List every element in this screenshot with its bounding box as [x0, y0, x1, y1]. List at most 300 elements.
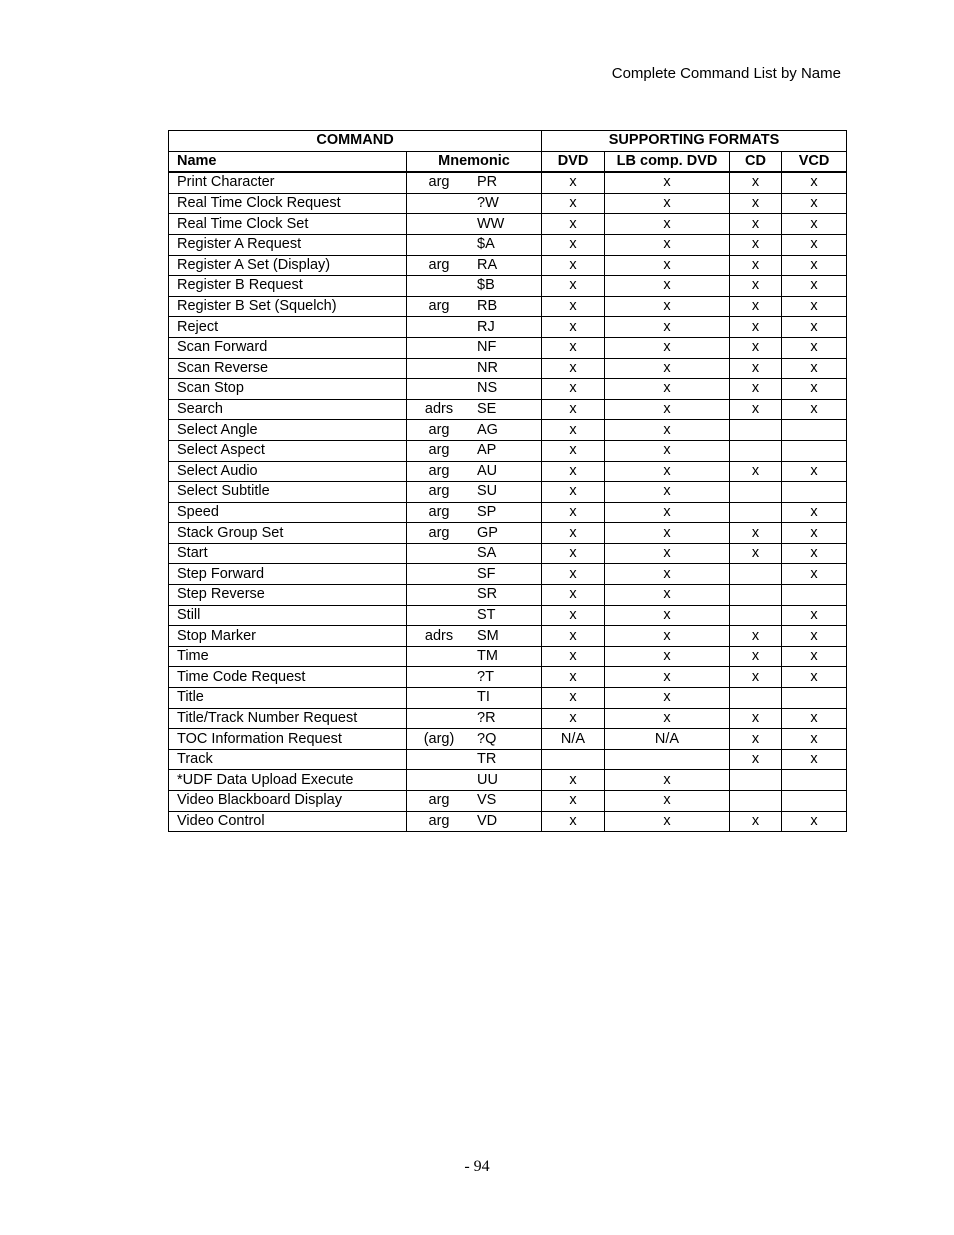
command-name-cell: Scan Reverse: [169, 358, 407, 379]
mnemonic-cell: [407, 770, 542, 791]
cd-cell: x: [730, 749, 782, 770]
cd-cell: [730, 502, 782, 523]
table-row: [169, 564, 847, 585]
mnemonic-code: SP: [477, 503, 497, 520]
dvd-cell: x: [542, 214, 605, 235]
lb-comp-dvd-cell: x: [605, 276, 730, 297]
lb-comp-dvd-cell: x: [605, 337, 730, 358]
dvd-cell: x: [542, 688, 605, 709]
table-row: [169, 379, 847, 400]
dvd-cell: N/A: [542, 729, 605, 750]
name-column-header: Name: [169, 151, 407, 172]
lb-comp-dvd-cell: x: [605, 296, 730, 317]
lb-comp-dvd-cell: x: [605, 234, 730, 255]
dvd-cell: [542, 749, 605, 770]
lb-comp-dvd-cell: x: [605, 770, 730, 791]
dvd-cell: x: [542, 276, 605, 297]
vcd-cell: [782, 791, 847, 812]
dvd-cell: x: [542, 482, 605, 503]
mnemonic-arg: arg: [428, 174, 450, 191]
mnemonic-cell: [407, 276, 542, 297]
mnemonic-cell: [407, 440, 542, 461]
mnemonic-arg: arg: [428, 298, 450, 315]
vcd-cell: x: [782, 337, 847, 358]
mnemonic-code: SF: [477, 565, 496, 582]
mnemonic-code: SU: [477, 483, 498, 500]
mnemonic-arg: [407, 235, 471, 254]
vcd-cell: [782, 420, 847, 441]
table-row: [169, 811, 847, 832]
lb-comp-dvd-cell: x: [605, 379, 730, 400]
dvd-cell: x: [542, 791, 605, 812]
mnemonic-cell: [407, 172, 542, 193]
cd-cell: [730, 482, 782, 503]
lb-comp-dvd-cell: x: [605, 193, 730, 214]
mnemonic-arg: arg: [428, 462, 450, 479]
cd-cell: x: [730, 543, 782, 564]
dvd-cell: x: [542, 811, 605, 832]
mnemonic-arg: arg: [428, 442, 450, 459]
mnemonic-code: TM: [477, 648, 498, 665]
dvd-cell: x: [542, 172, 605, 193]
table-row: [169, 729, 847, 750]
table-row: [169, 667, 847, 688]
cd-cell: [730, 420, 782, 441]
mnemonic-code: ?T: [477, 668, 494, 685]
mnemonic-code: SE: [477, 401, 497, 418]
mnemonic-cell: [407, 399, 542, 420]
command-name-cell: Speed: [169, 502, 407, 523]
vcd-cell: [782, 585, 847, 606]
mnemonic-cell: [407, 502, 542, 523]
group-header-row: [169, 131, 847, 152]
cd-cell: x: [730, 399, 782, 420]
column-header-row: [169, 151, 847, 172]
mnemonic-arg: [407, 565, 471, 584]
table-row: [169, 399, 847, 420]
mnemonic-cell: [407, 585, 542, 606]
mnemonic-code: SR: [477, 586, 498, 603]
cd-cell: x: [730, 358, 782, 379]
cd-cell: [730, 585, 782, 606]
vcd-column-header: VCD: [782, 151, 847, 172]
mnemonic-cell: [407, 626, 542, 647]
mnemonic-code: UU: [477, 771, 498, 788]
table-row: [169, 337, 847, 358]
cd-cell: x: [730, 646, 782, 667]
mnemonic-code: ?W: [477, 195, 499, 212]
command-name-cell: Select Audio: [169, 461, 407, 482]
dvd-cell: x: [542, 440, 605, 461]
lb-comp-dvd-cell: x: [605, 688, 730, 709]
dvd-cell: x: [542, 379, 605, 400]
vcd-cell: x: [782, 172, 847, 193]
command-name-cell: Search: [169, 399, 407, 420]
dvd-cell: x: [542, 667, 605, 688]
table-row: [169, 234, 847, 255]
mnemonic-arg: arg: [428, 256, 450, 273]
lb-comp-dvd-cell: x: [605, 214, 730, 235]
cd-cell: x: [730, 193, 782, 214]
dvd-column-header: DVD: [542, 151, 605, 172]
mnemonic-code: SM: [477, 627, 499, 644]
cd-cell: x: [730, 255, 782, 276]
command-table: [168, 130, 847, 832]
command-name-cell: Video Control: [169, 811, 407, 832]
mnemonic-code: TR: [477, 751, 497, 768]
mnemonic-arg: [407, 647, 471, 666]
lb-comp-dvd-cell: x: [605, 399, 730, 420]
vcd-cell: x: [782, 605, 847, 626]
vcd-cell: x: [782, 667, 847, 688]
mnemonic-cell: [407, 729, 542, 750]
vcd-cell: x: [782, 729, 847, 750]
vcd-cell: x: [782, 358, 847, 379]
command-name-cell: Step Forward: [169, 564, 407, 585]
lb-comp-dvd-cell: x: [605, 255, 730, 276]
cd-cell: x: [730, 667, 782, 688]
mnemonic-cell: [407, 811, 542, 832]
mnemonic-arg: arg: [428, 483, 450, 500]
lb-comp-dvd-cell: x: [605, 358, 730, 379]
command-group-header: COMMAND: [169, 131, 542, 152]
vcd-cell: x: [782, 214, 847, 235]
command-name-cell: Time: [169, 646, 407, 667]
cd-cell: [730, 770, 782, 791]
mnemonic-cell: [407, 523, 542, 544]
cd-cell: x: [730, 379, 782, 400]
lb-comp-dvd-cell: x: [605, 811, 730, 832]
mnemonic-code: RB: [477, 298, 498, 315]
cd-cell: x: [730, 523, 782, 544]
cd-cell: [730, 688, 782, 709]
table-row: [169, 585, 847, 606]
supporting-formats-group-header: SUPPORTING FORMATS: [542, 131, 847, 152]
command-table-body: [169, 172, 847, 832]
mnemonic-cell: [407, 708, 542, 729]
mnemonic-arg: [407, 668, 471, 687]
vcd-cell: x: [782, 646, 847, 667]
cd-cell: x: [730, 317, 782, 338]
mnemonic-cell: [407, 234, 542, 255]
lb-comp-dvd-cell: x: [605, 543, 730, 564]
cd-cell: x: [730, 296, 782, 317]
mnemonic-code: SA: [477, 545, 497, 562]
cd-column-header: CD: [730, 151, 782, 172]
mnemonic-arg: [407, 338, 471, 357]
mnemonic-cell: [407, 564, 542, 585]
lb-comp-dvd-cell: x: [605, 523, 730, 544]
mnemonic-arg: [407, 585, 471, 604]
dvd-cell: x: [542, 234, 605, 255]
mnemonic-code: AG: [477, 421, 498, 438]
table-row: [169, 440, 847, 461]
mnemonic-arg: [407, 709, 471, 728]
vcd-cell: x: [782, 234, 847, 255]
table-row: [169, 296, 847, 317]
dvd-cell: x: [542, 626, 605, 647]
command-name-cell: Start: [169, 543, 407, 564]
mnemonic-code: ?Q: [477, 730, 497, 747]
mnemonic-arg: arg: [428, 503, 450, 520]
cd-cell: x: [730, 172, 782, 193]
lb-comp-dvd-cell: x: [605, 667, 730, 688]
table-row: [169, 214, 847, 235]
page-number: - 94: [464, 1158, 490, 1175]
lb-comp-dvd-cell: x: [605, 791, 730, 812]
lb-comp-dvd-cell: x: [605, 420, 730, 441]
mnemonic-arg: [407, 606, 471, 625]
cd-cell: [730, 440, 782, 461]
vcd-cell: x: [782, 502, 847, 523]
vcd-cell: [782, 482, 847, 503]
mnemonic-cell: [407, 337, 542, 358]
dvd-cell: x: [542, 193, 605, 214]
mnemonic-arg: [407, 544, 471, 563]
cd-cell: x: [730, 626, 782, 647]
vcd-cell: x: [782, 811, 847, 832]
table-row: [169, 482, 847, 503]
table-row: [169, 523, 847, 544]
lb-comp-dvd-cell: x: [605, 708, 730, 729]
mnemonic-cell: [407, 358, 542, 379]
command-name-cell: Title: [169, 688, 407, 709]
lb-comp-dvd-cell: [605, 749, 730, 770]
vcd-cell: x: [782, 399, 847, 420]
dvd-cell: x: [542, 605, 605, 626]
mnemonic-cell: [407, 646, 542, 667]
mnemonic-cell: [407, 317, 542, 338]
mnemonic-cell: [407, 214, 542, 235]
cd-cell: x: [730, 729, 782, 750]
mnemonic-cell: [407, 482, 542, 503]
command-name-cell: Register B Request: [169, 276, 407, 297]
command-name-cell: Scan Forward: [169, 337, 407, 358]
command-name-cell: Still: [169, 605, 407, 626]
table-row: [169, 193, 847, 214]
table-row: [169, 708, 847, 729]
mnemonic-code: $A: [477, 236, 495, 253]
table-row: [169, 791, 847, 812]
cd-cell: x: [730, 214, 782, 235]
dvd-cell: x: [542, 358, 605, 379]
mnemonic-arg: arg: [428, 792, 450, 809]
mnemonic-cell: [407, 688, 542, 709]
dvd-cell: x: [542, 502, 605, 523]
mnemonic-column-header: Mnemonic: [407, 151, 542, 172]
lb-comp-dvd-cell: x: [605, 585, 730, 606]
table-row: [169, 502, 847, 523]
dvd-cell: x: [542, 523, 605, 544]
vcd-cell: [782, 688, 847, 709]
cd-cell: x: [730, 811, 782, 832]
vcd-cell: x: [782, 523, 847, 544]
dvd-cell: x: [542, 317, 605, 338]
lb-comp-dvd-cell: x: [605, 626, 730, 647]
mnemonic-cell: [407, 296, 542, 317]
command-name-cell: TOC Information Request: [169, 729, 407, 750]
mnemonic-cell: [407, 461, 542, 482]
cd-cell: x: [730, 276, 782, 297]
mnemonic-code: ST: [477, 606, 496, 623]
mnemonic-arg: (arg): [423, 730, 455, 747]
lb-comp-dvd-cell: x: [605, 172, 730, 193]
table-row: [169, 749, 847, 770]
mnemonic-arg: [407, 276, 471, 295]
mnemonic-arg: [407, 359, 471, 378]
vcd-cell: x: [782, 379, 847, 400]
mnemonic-arg: adrs: [424, 401, 454, 418]
lb-comp-dvd-cell: x: [605, 502, 730, 523]
cd-cell: x: [730, 234, 782, 255]
cd-cell: x: [730, 708, 782, 729]
mnemonic-code: ?R: [477, 709, 496, 726]
dvd-cell: x: [542, 564, 605, 585]
command-name-cell: Step Reverse: [169, 585, 407, 606]
mnemonic-code: $B: [477, 277, 495, 294]
mnemonic-arg: arg: [428, 524, 450, 541]
dvd-cell: x: [542, 420, 605, 441]
mnemonic-cell: [407, 791, 542, 812]
table-row: [169, 358, 847, 379]
command-name-cell: Track: [169, 749, 407, 770]
vcd-cell: x: [782, 296, 847, 317]
dvd-cell: x: [542, 337, 605, 358]
mnemonic-arg: [407, 318, 471, 337]
command-name-cell: Video Blackboard Display: [169, 791, 407, 812]
mnemonic-code: NS: [477, 380, 498, 397]
table-row: [169, 605, 847, 626]
command-name-cell: Stack Group Set: [169, 523, 407, 544]
cd-cell: [730, 791, 782, 812]
vcd-cell: x: [782, 749, 847, 770]
lb-comp-dvd-cell: x: [605, 564, 730, 585]
vcd-cell: x: [782, 255, 847, 276]
mnemonic-code: TI: [477, 689, 490, 706]
vcd-cell: x: [782, 626, 847, 647]
table-row: [169, 688, 847, 709]
command-name-cell: Register B Set (Squelch): [169, 296, 407, 317]
mnemonic-arg: arg: [428, 421, 450, 438]
mnemonic-code: WW: [477, 215, 505, 232]
lb-comp-dvd-cell: x: [605, 461, 730, 482]
command-name-cell: Stop Marker: [169, 626, 407, 647]
mnemonic-arg: [407, 379, 471, 398]
vcd-cell: x: [782, 543, 847, 564]
mnemonic-code: AU: [477, 462, 498, 479]
dvd-cell: x: [542, 255, 605, 276]
vcd-cell: x: [782, 461, 847, 482]
mnemonic-cell: [407, 420, 542, 441]
mnemonic-code: PR: [477, 174, 498, 191]
mnemonic-cell: [407, 667, 542, 688]
command-name-cell: Select Angle: [169, 420, 407, 441]
mnemonic-code: VD: [477, 812, 498, 829]
mnemonic-code: NF: [477, 339, 497, 356]
command-name-cell: Select Aspect: [169, 440, 407, 461]
lb-comp-dvd-cell: x: [605, 482, 730, 503]
mnemonic-cell: [407, 749, 542, 770]
table-row: [169, 172, 847, 193]
mnemonic-cell: [407, 543, 542, 564]
mnemonic-code: GP: [477, 524, 498, 541]
table-row: [169, 461, 847, 482]
mnemonic-cell: [407, 605, 542, 626]
dvd-cell: x: [542, 461, 605, 482]
command-name-cell: Select Subtitle: [169, 482, 407, 503]
vcd-cell: x: [782, 193, 847, 214]
command-name-cell: Scan Stop: [169, 379, 407, 400]
cd-cell: x: [730, 461, 782, 482]
dvd-cell: x: [542, 585, 605, 606]
mnemonic-arg: [407, 194, 471, 213]
mnemonic-arg: [407, 771, 471, 790]
cd-cell: x: [730, 337, 782, 358]
vcd-cell: [782, 770, 847, 791]
running-header: Complete Command List by Name: [611, 65, 841, 82]
vcd-cell: x: [782, 708, 847, 729]
dvd-cell: x: [542, 646, 605, 667]
vcd-cell: x: [782, 317, 847, 338]
cd-cell: [730, 605, 782, 626]
mnemonic-code: NR: [477, 359, 498, 376]
mnemonic-arg: [407, 750, 471, 769]
table-row: [169, 543, 847, 564]
table-row: [169, 317, 847, 338]
lb-comp-dvd-column-header: LB comp. DVD: [605, 151, 730, 172]
lb-comp-dvd-cell: N/A: [605, 729, 730, 750]
command-name-cell: Title/Track Number Request: [169, 708, 407, 729]
command-name-cell: Real Time Clock Set: [169, 214, 407, 235]
table-row: [169, 420, 847, 441]
mnemonic-arg: adrs: [424, 627, 454, 644]
vcd-cell: x: [782, 276, 847, 297]
command-name-cell: Reject: [169, 317, 407, 338]
dvd-cell: x: [542, 399, 605, 420]
lb-comp-dvd-cell: x: [605, 605, 730, 626]
dvd-cell: x: [542, 543, 605, 564]
command-name-cell: Real Time Clock Request: [169, 193, 407, 214]
command-name-cell: Print Character: [169, 172, 407, 193]
command-name-cell: Register A Set (Display): [169, 255, 407, 276]
mnemonic-cell: [407, 193, 542, 214]
mnemonic-arg: [407, 215, 471, 234]
command-name-cell: Time Code Request: [169, 667, 407, 688]
mnemonic-code: RA: [477, 256, 498, 273]
mnemonic-cell: [407, 379, 542, 400]
dvd-cell: x: [542, 708, 605, 729]
command-name-cell: *UDF Data Upload Execute: [169, 770, 407, 791]
mnemonic-arg: arg: [428, 812, 450, 829]
table-row: [169, 626, 847, 647]
dvd-cell: x: [542, 296, 605, 317]
mnemonic-code: AP: [477, 442, 497, 459]
cd-cell: [730, 564, 782, 585]
mnemonic-arg: [407, 688, 471, 707]
command-name-cell: Register A Request: [169, 234, 407, 255]
vcd-cell: x: [782, 564, 847, 585]
lb-comp-dvd-cell: x: [605, 317, 730, 338]
mnemonic-cell: [407, 255, 542, 276]
vcd-cell: [782, 440, 847, 461]
mnemonic-code: RJ: [477, 318, 495, 335]
table-row: [169, 770, 847, 791]
dvd-cell: x: [542, 770, 605, 791]
table-row: [169, 646, 847, 667]
lb-comp-dvd-cell: x: [605, 440, 730, 461]
lb-comp-dvd-cell: x: [605, 646, 730, 667]
table-row: [169, 276, 847, 297]
